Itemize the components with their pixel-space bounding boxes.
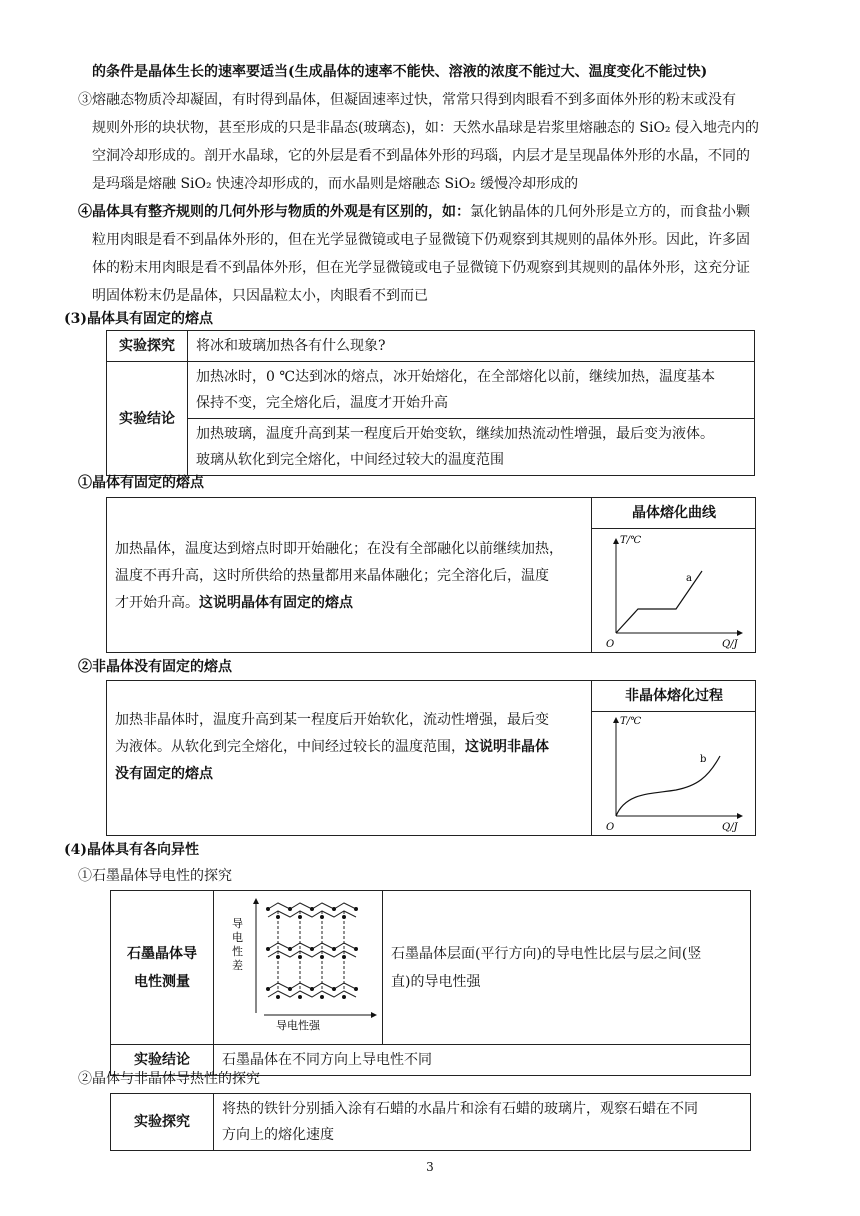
- amorphous-axis-x: Q/J: [722, 822, 738, 833]
- graphite-figure-cell: [214, 891, 383, 1045]
- amorphous-box: [106, 680, 756, 836]
- amorphous-axis-y: T/℃: [620, 716, 642, 727]
- svg-text:差: 差: [232, 959, 243, 972]
- intro-line-0: 的条件是晶体生长的速率要适当(生成晶体的速率不能快、溶液的浓度不能过大、温度变化不能过快): [92, 64, 708, 80]
- heat-heading: ②晶体与非晶体导热性的探究: [78, 1071, 260, 1087]
- para4-bold: ④晶体具有整齐规则的几何外形与物质的外观是有区别的，如：: [78, 204, 470, 220]
- crystal-heading: ①晶体有固定的熔点: [78, 475, 204, 491]
- para3-line-1: ③熔融态物质冷却凝固，有时得到晶体，但凝固速率过快，常常只得到肉眼看不到多面体外形的粉末或没有: [78, 92, 736, 108]
- para4-line-1: [78, 202, 750, 222]
- para4-text: 氯化钠晶体的几何外形是立方的，而食盐小颗: [470, 204, 750, 220]
- amorphous-heading: ②非晶体没有固定的熔点: [78, 659, 232, 675]
- crystal-graph-title: 晶体熔化曲线: [592, 498, 756, 529]
- graphite-label: 石墨晶体导 电性测量: [111, 891, 214, 1045]
- amorphous-graph-panel: [591, 681, 756, 835]
- graphite-description: 石墨晶体层面(平行方向)的导电性比层与层之间(竖 直)的导电性强: [383, 891, 751, 1045]
- graphite-horizontal-label: 导电性强: [276, 1019, 320, 1032]
- conclusion-label: 实验结论: [107, 362, 188, 476]
- crystal-axis-y: T/℃: [620, 535, 642, 546]
- heat-table: [110, 1093, 751, 1151]
- section3-heading: (3)晶体具有固定的熔点: [64, 311, 213, 327]
- page-number: 3: [426, 1160, 434, 1174]
- explore-label: 实验探究: [107, 331, 188, 362]
- melting-experiment-table: [106, 330, 755, 476]
- amorphous-curve-line: [616, 756, 720, 816]
- graphite-conclusion-text: 石墨晶体在不同方向上导电性不同: [214, 1045, 751, 1076]
- amorphous-curve-label: b: [700, 754, 707, 765]
- amorphous-origin: O: [606, 822, 615, 833]
- para4-line-4: 明固体粉末仍是晶体，只因晶粒太小，肉眼看不到而已: [92, 288, 428, 304]
- para3-line-4: 是玛瑙是熔融 SiO₂ 快速冷却形成的，而水晶则是熔融态 SiO₂ 缓慢冷却形成的: [92, 176, 579, 192]
- crystal-text: 加热晶体，温度达到熔点时即开始融化；在没有全部融化以前继续加热， 温度不再升高，这时所供给的热量都用来晶体融化；完全溶化后，温度 才开始升高。这说明晶体有固定的熔点: [115, 541, 563, 611]
- explore-text: 将冰和玻璃加热各有什么现象?: [188, 331, 755, 362]
- glass-conclusion: 加热玻璃，温度升高到某一程度后开始变软，继续加热流动性增强，最后变为液体。 玻璃从软化到完全熔化，中间经过较大的温度范围: [188, 419, 755, 476]
- graphite-structure-figure: [214, 891, 382, 1035]
- graphite-table: [110, 890, 751, 1076]
- amorphous-text: 加热非晶体时，温度升高到某一程度后开始软化，流动性增强，最后变 为液体。从软化到完全熔化，中间经过较长的温度范围，这说明非晶体 没有固定的熔点: [115, 712, 549, 782]
- svg-text:电: 电: [232, 931, 243, 944]
- heat-explore-label: 实验探究: [111, 1094, 214, 1151]
- para4-line-3: 体的粉末用肉眼是看不到晶体外形，但在光学显微镜或电子显微镜下仍观察到其规则的晶体外形，这充分证: [92, 260, 750, 276]
- heat-explore-text: 将热的铁针分别插入涂有石蜡的水晶片和涂有石蜡的玻璃片，观察石蜡在不同 方向上的熔化速度: [214, 1094, 751, 1151]
- graphite-vertical-label-1: 导: [232, 917, 243, 930]
- para3-line-3: 空洞冷却形成的。剖开水晶球，它的外层是看不到晶体外形的玛瑙，内层才是呈现晶体外形的水晶，不同的: [92, 148, 750, 164]
- crystal-axis-x: Q/J: [722, 639, 738, 650]
- graphite-conclusion-label: 实验结论: [111, 1045, 214, 1076]
- svg-text:性: 性: [232, 945, 243, 958]
- crystal-melting-curve: [592, 529, 756, 651]
- crystal-origin: O: [606, 639, 615, 650]
- section4-heading: (4)晶体具有各向异性: [64, 842, 199, 858]
- amorphous-melting-curve: [592, 712, 756, 834]
- crystal-curve-label: a: [686, 573, 692, 584]
- graphite-heading: ①石墨晶体导电性的探究: [78, 868, 232, 884]
- crystal-box: [106, 497, 756, 653]
- ice-conclusion: 加热冰时，0 ℃达到冰的熔点，冰开始熔化，在全部熔化以前，继续加热，温度基本 保持不变，完全熔化后，温度才开始升高: [188, 362, 755, 419]
- para3-line-2: 规则外形的块状物，甚至形成的只是非晶态(玻璃态)，如：天然水晶球是岩浆里熔融态的 SiO₂ 侵入地壳内的: [92, 120, 759, 136]
- amorphous-graph-title: 非晶体熔化过程: [592, 681, 756, 712]
- para4-line-2: 粒用肉眼是看不到晶体外形的，但在光学显微镜或电子显微镜下仍观察到其规则的晶体外形。因此，许多固: [92, 232, 750, 248]
- crystal-graph-panel: [591, 498, 756, 652]
